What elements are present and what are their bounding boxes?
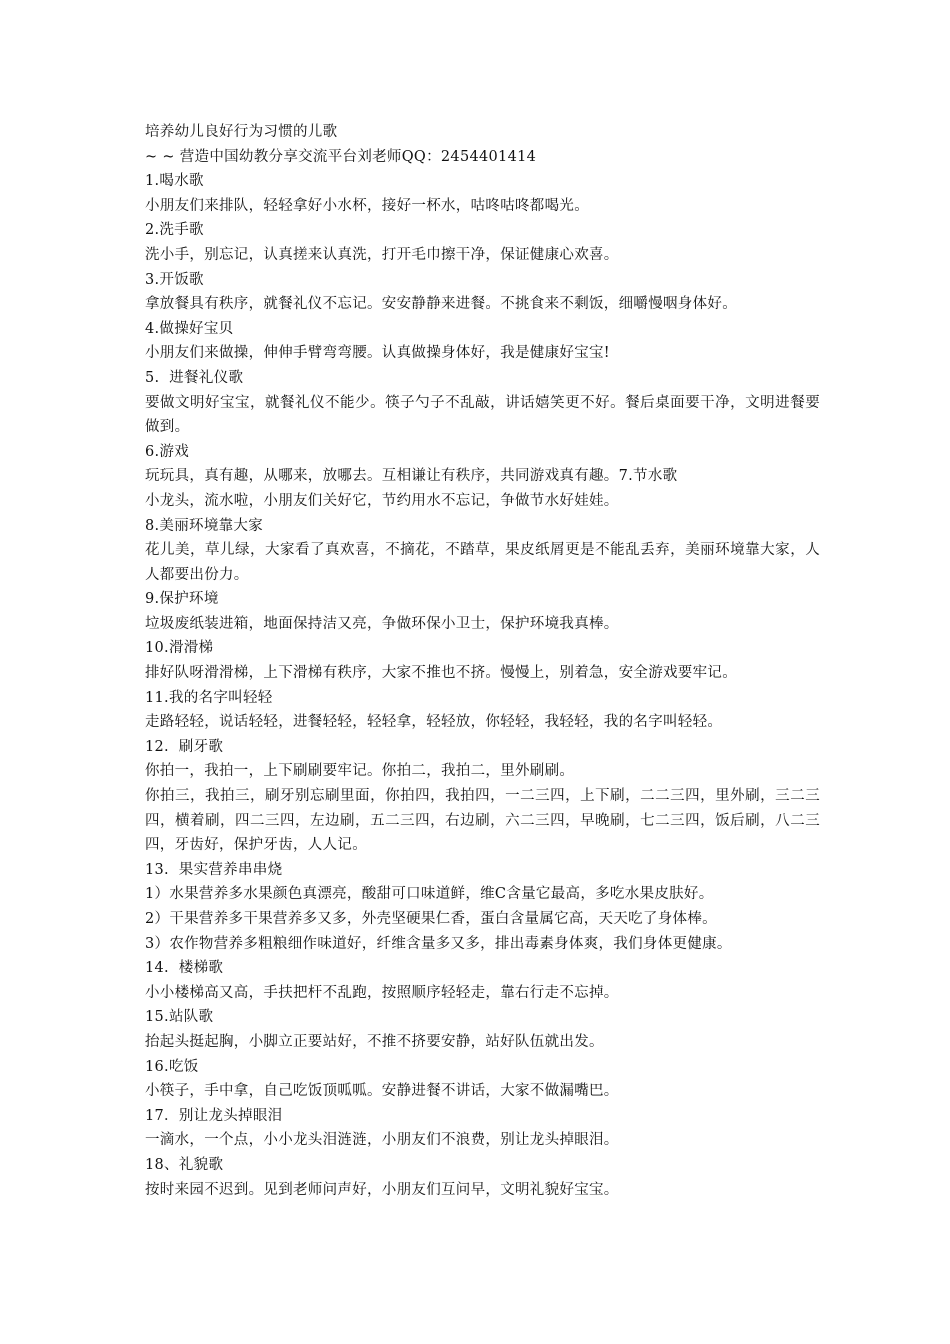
song-heading: 14. 楼梯歌 bbox=[145, 960, 224, 977]
song-text: 小龙头，流水啦，小朋友们关好它，节约用水不忘记，争做节水好娃娃。 bbox=[145, 492, 619, 509]
song-heading: 17．别让龙头掉眼泪 bbox=[145, 1107, 283, 1124]
song-text: 花儿美，草儿绿，大家看了真欢喜，不摘花，不踏草，果皮纸屑更是不能乱丢弃，美丽环境靠大家，人人都要出份力。 bbox=[145, 542, 820, 583]
song-text: 洗小手，别忘记，认真搓来认真洗，打开毛巾擦干净，保证健康心欢喜。 bbox=[145, 246, 619, 263]
song-heading: 2.洗手歌 bbox=[145, 222, 204, 239]
song-heading: 3.开饭歌 bbox=[145, 271, 204, 288]
song-heading: 12. 刷牙歌 bbox=[145, 738, 224, 755]
song-heading: 15.站队歌 bbox=[145, 1009, 214, 1026]
document-subtitle: ~ ~ 营造中国幼教分享交流平台刘老师QQ：2454401414 bbox=[145, 148, 537, 165]
document-body bbox=[145, 120, 820, 1202]
song-text: 玩玩具，真有趣，从哪来，放哪去。互相谦让有秩序，共同游戏真有趣。7.节水歌 bbox=[145, 468, 678, 485]
song-text: 要做文明好宝宝，就餐礼仪不能少。筷子勺子不乱敲，讲话嬉笑更不好。餐后桌面要干净，文明进餐要做到。 bbox=[145, 394, 820, 436]
song-heading: 10.滑滑梯 bbox=[145, 640, 214, 657]
song-text: 小小楼梯高又高，手扶把杆不乱跑，按照顺序轻轻走，靠右行走不忘掉。 bbox=[145, 984, 619, 1001]
song-heading: 5. 进餐礼仪歌 bbox=[145, 369, 244, 386]
song-text: 2）干果营养多干果营养多又多，外壳坚硬果仁香，蛋白含量属它高，天天吃了身体棒。 bbox=[145, 911, 717, 927]
song-text: 你拍三，我拍三，刷牙别忘刷里面，你拍四，我拍四，一二三四，上下刷，二二三四，里外刷，三二三四，横着刷，四二三四，左边刷，五二三四，右边刷，六二三四，早晚刷，七二三四，饭后刷，八二三四，牙齿好，保护牙齿，人人记。 bbox=[145, 788, 820, 854]
song-text: 垃圾废纸装进箱，地面保持洁又亮，争做环保小卫士，保护环境我真棒。 bbox=[145, 615, 619, 632]
song-heading: 4.做操好宝贝 bbox=[145, 320, 234, 337]
song-text: 排好队呀滑滑梯，上下滑梯有秩序，大家不推也不挤。慢慢上，别着急，安全游戏要牢记。 bbox=[145, 665, 737, 682]
song-text: 按时来园不迟到。见到老师问声好，小朋友们互问早，文明礼貌好宝宝。 bbox=[145, 1181, 619, 1198]
song-heading: 11.我的名字叫轻轻 bbox=[145, 689, 273, 706]
song-heading: 8.美丽环境靠大家 bbox=[145, 517, 264, 534]
song-heading: 1.喝水歌 bbox=[145, 173, 204, 190]
song-text: 3）农作物营养多粗粮细作味道好，纤维含量多又多，排出毒素身体爽，我们身体更健康。 bbox=[145, 935, 732, 952]
song-heading: 6.游戏 bbox=[145, 443, 190, 460]
document-title: 培养幼儿良好行为习惯的儿歌 bbox=[145, 124, 338, 140]
song-text: 走路轻轻，说话轻轻，进餐轻轻，轻轻拿，轻轻放，你轻轻，我轻轻，我的名字叫轻轻。 bbox=[145, 714, 723, 731]
song-heading: 18、礼貌歌 bbox=[145, 1156, 224, 1173]
song-text: 一滴水，一个点，小小龙头泪涟涟，小朋友们不浪费，别让龙头掉眼泪。 bbox=[145, 1132, 619, 1149]
song-text: 拿放餐具有秩序，就餐礼仪不忘记。安安静静来进餐。不挑食来不剩饭，细嚼慢咽身体好。 bbox=[145, 296, 737, 313]
song-heading: 16.吃饭 bbox=[145, 1058, 199, 1075]
song-text: 小筷子，手中拿，自己吃饭顶呱呱。安静进餐不讲话，大家不做漏嘴巴。 bbox=[145, 1083, 619, 1100]
song-text: 小朋友们来排队，轻轻拿好小水杯，接好一杯水，咕咚咕咚都喝光。 bbox=[145, 197, 589, 214]
song-text: 1）水果营养多水果颜色真漂亮，酸甜可口味道鲜，维C含量它最高，多吃水果皮肤好。 bbox=[145, 886, 714, 903]
song-text: 小朋友们来做操，伸伸手臂弯弯腰。认真做操身体好，我是健康好宝宝! bbox=[145, 345, 610, 362]
song-text: 你拍一，我拍一，上下刷刷要牢记。你拍二，我拍二，里外刷刷。 bbox=[145, 763, 575, 780]
song-heading: 13. 果实营养串串烧 bbox=[145, 861, 283, 878]
song-heading: 9.保护环境 bbox=[145, 591, 219, 608]
song-text: 抬起头挺起胸，小脚立正要站好，不推不挤要安静，站好队伍就出发。 bbox=[145, 1033, 604, 1050]
